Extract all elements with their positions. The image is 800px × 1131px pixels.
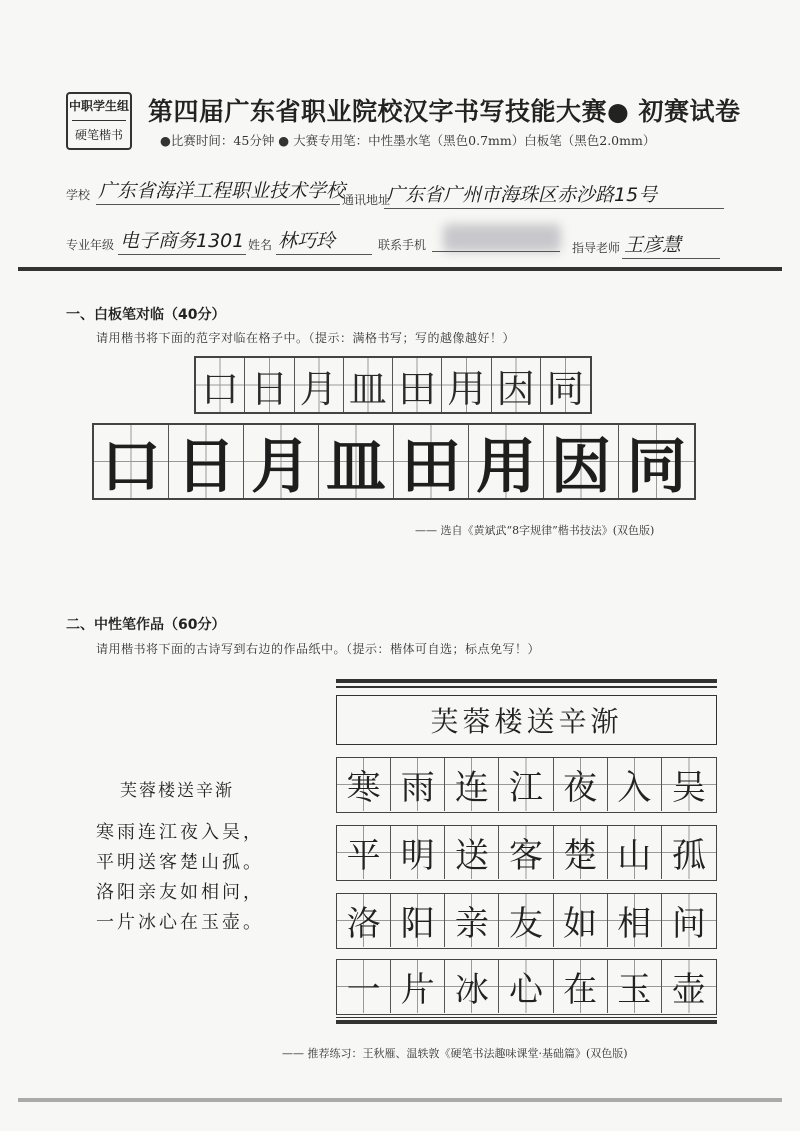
copy-cell: 月: [295, 358, 344, 412]
phone-label: 联系手机: [378, 238, 427, 252]
model-grid: [92, 423, 696, 500]
paper-cell: 楚: [554, 826, 608, 879]
paper-cell: 明: [391, 826, 445, 879]
paper-cell: 夜: [554, 758, 608, 811]
model-cell: 用: [469, 425, 544, 498]
paper-cell: 一: [337, 960, 391, 1013]
paper-cell: 问: [662, 894, 716, 947]
paper-cell: 江: [499, 758, 553, 811]
paper-cell: 入: [608, 758, 662, 811]
major-field: 电子商务1301: [118, 226, 246, 255]
work-paper: [336, 679, 717, 1024]
section2-instruction: 请用楷书将下面的古诗写到右边的作品纸中。（提示：楷体可自选；标点免写！）: [96, 642, 541, 656]
copy-cell: 因: [492, 358, 541, 412]
paper-title: 芙蓉楼送辛渐: [336, 695, 717, 745]
paper-cell: 洛: [337, 894, 391, 947]
paper-cell: 冰: [445, 960, 499, 1013]
header-divider: [18, 267, 782, 271]
page-title: 第四届广东省职业院校汉字书写技能大赛● 初赛试卷: [148, 97, 741, 126]
paper-cell: 雨: [391, 758, 445, 811]
paper-top-rule: [336, 679, 717, 683]
paper-cell: 友: [499, 894, 553, 947]
paper-row: [336, 959, 717, 1015]
badge-style-label: 硬笔楷书: [74, 128, 123, 142]
paper-cell: 在: [554, 960, 608, 1013]
name-label: 姓名: [248, 238, 273, 252]
paper-cell: 客: [499, 826, 553, 879]
paper-cell: 连: [445, 758, 499, 811]
poem-line: 平明送客楚山孤。: [96, 852, 264, 873]
copy-cell: 同: [541, 358, 590, 412]
paper-cell: 寒: [337, 758, 391, 811]
paper-row: [336, 825, 717, 881]
poem-line: 一片冰心在玉壶。: [96, 912, 264, 933]
paper-cell: 壶: [662, 960, 716, 1013]
model-cell: 皿: [319, 425, 394, 498]
poem-line: 洛阳亲友如相问，: [96, 882, 264, 903]
school-field: 广东省海洋工程职业技术学校: [96, 176, 340, 205]
major-label: 专业年级: [66, 238, 115, 252]
badge-divider: [72, 120, 126, 121]
paper-cell: 吴: [662, 758, 716, 811]
paper-cell: 孤: [662, 826, 716, 879]
copy-grid: [194, 356, 592, 414]
model-cell: 同: [619, 425, 694, 498]
section1-instruction: 请用楷书将下面的范字对临在格子中。（提示：满格书写；写的越像越好！）: [96, 331, 516, 345]
paper-cell: 玉: [608, 960, 662, 1013]
copy-cell: 口: [196, 358, 245, 412]
copy-cell: 日: [245, 358, 294, 412]
model-cell: 口: [94, 425, 169, 498]
model-cell: 日: [169, 425, 244, 498]
paper-cell: 片: [391, 960, 445, 1013]
address-label: 通讯地址: [342, 193, 391, 207]
exam-rules: ●比赛时间：45分钟 ● 大赛专用笔：中性墨水笔（黑色0.7mm）白板笔（黑色2.0mm）: [160, 133, 656, 148]
phone-underline: [432, 251, 560, 252]
paper-cell: 平: [337, 826, 391, 879]
category-badge: [66, 92, 132, 150]
paper-cell: 山: [608, 826, 662, 879]
name-field: 林巧玲: [276, 226, 372, 255]
copy-cell: 用: [442, 358, 491, 412]
teacher-label: 指导老师: [572, 241, 621, 255]
paper-bottom-rule-thin: [336, 1017, 717, 1019]
paper-cell: 送: [445, 826, 499, 879]
model-cell: 因: [544, 425, 619, 498]
poem-line: 寒雨连江夜入吴，: [96, 822, 264, 843]
model-cell: 月: [244, 425, 319, 498]
section1-source: —— 选自《黄斌武“8字规律”楷书技法》(双色版): [415, 524, 655, 537]
address-field: 广东省广州市海珠区赤沙路15号: [384, 180, 724, 209]
paper-cell: 心: [499, 960, 553, 1013]
section2-title: 二、中性笔作品（60分）: [66, 617, 226, 633]
poem-title: 芙蓉楼送辛渐: [120, 781, 234, 801]
paper-cell: 亲: [445, 894, 499, 947]
paper-cell: 如: [554, 894, 608, 947]
copy-cell: 田: [393, 358, 442, 412]
paper-top-rule-thin: [336, 686, 717, 688]
badge-group-label: 中职学生组: [68, 99, 129, 113]
model-cell: 田: [394, 425, 469, 498]
paper-row: [336, 893, 717, 949]
copy-cell: 皿: [344, 358, 393, 412]
teacher-field: 王彦慧: [622, 230, 720, 259]
phone-redacted: [443, 224, 561, 252]
section2-source: —— 推荐练习：王秋雁、温轶敦《硬笔书法趣味课堂·基础篇》(双色版): [282, 1047, 628, 1060]
footer-divider: [18, 1098, 782, 1102]
paper-row: [336, 757, 717, 813]
paper-bottom-rule: [336, 1020, 717, 1024]
section1-title: 一、白板笔对临（40分）: [66, 307, 226, 323]
school-label: 学校: [66, 188, 91, 202]
paper-cell: 阳: [391, 894, 445, 947]
paper-cell: 相: [608, 894, 662, 947]
